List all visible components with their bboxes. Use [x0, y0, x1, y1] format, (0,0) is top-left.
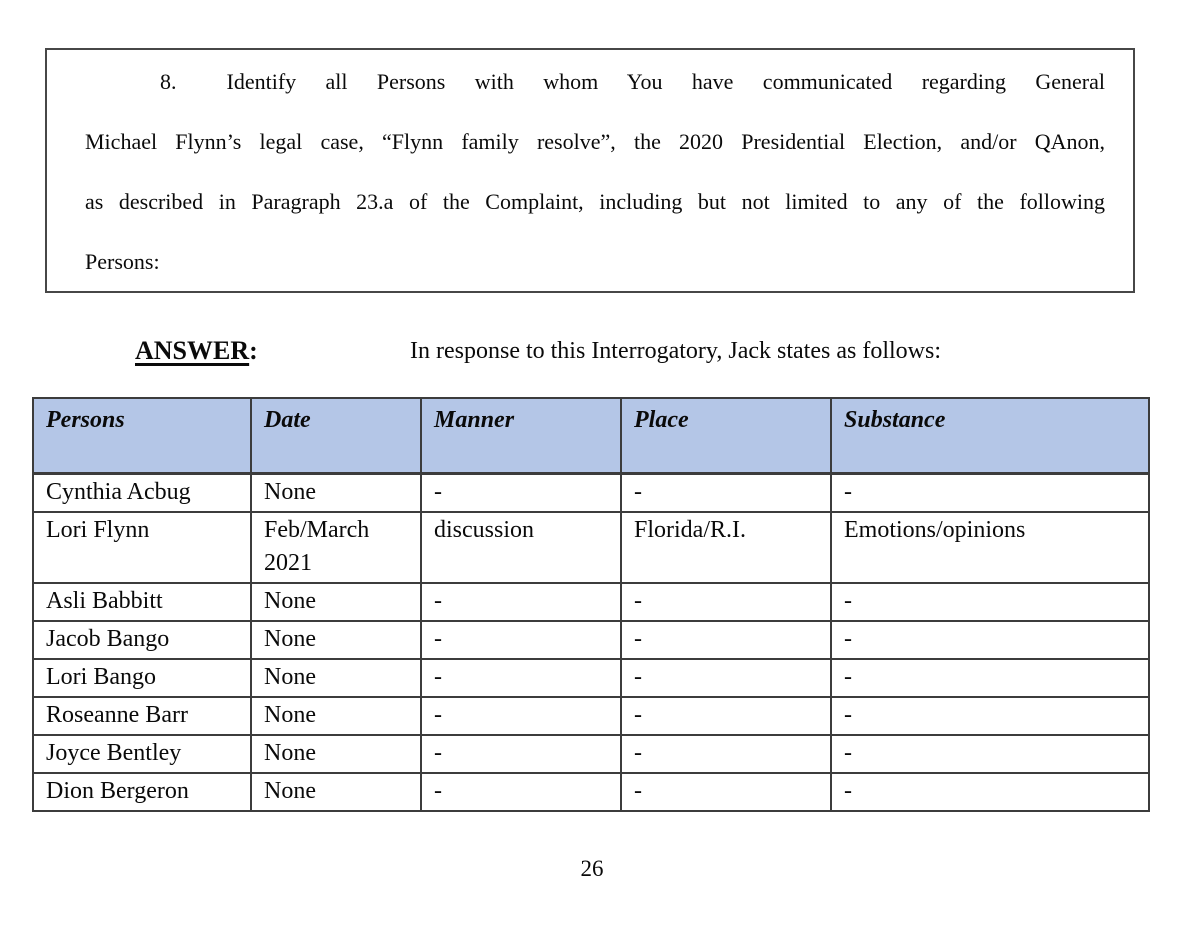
interrogatory-line-1 [85, 52, 1105, 112]
table-cell: None [251, 621, 421, 659]
table-cell: - [621, 697, 831, 735]
table-row [33, 697, 1149, 735]
table-cell: - [621, 773, 831, 811]
table-row [33, 735, 1149, 773]
table-cell: - [621, 621, 831, 659]
table-cell: Dion Bergeron [33, 773, 251, 811]
table-cell: - [421, 735, 621, 773]
table-cell: - [831, 659, 1149, 697]
table-header-row [33, 398, 1149, 473]
table-row [33, 583, 1149, 621]
table-cell: Cynthia Acbug [33, 473, 251, 512]
table-cell: None [251, 473, 421, 512]
table-row [33, 621, 1149, 659]
page-number: 26 [580, 856, 604, 881]
answer-row [0, 330, 1200, 372]
table-cell: - [831, 735, 1149, 773]
table-cell: - [421, 773, 621, 811]
table-cell: Joyce Bentley [33, 735, 251, 773]
table-cell: - [831, 773, 1149, 811]
interrogatory-box [45, 48, 1135, 293]
table-row [33, 473, 1149, 512]
table-cell: - [421, 473, 621, 512]
interrogatory-number: 8. [160, 69, 177, 94]
table-cell: Jacob Bango [33, 621, 251, 659]
table-cell: - [421, 621, 621, 659]
table-header [33, 398, 1149, 473]
table-cell: None [251, 773, 421, 811]
interrogatory-line-3: as described in Paragraph 23.a of the Complaint, including but not limited to any of the following [85, 189, 1105, 214]
table-cell: - [831, 583, 1149, 621]
table-cell: - [421, 583, 621, 621]
answer-label [135, 330, 258, 372]
table-cell: - [831, 473, 1149, 512]
communications-table [32, 397, 1150, 812]
table-cell: - [421, 659, 621, 697]
column-header-date: Date [251, 398, 421, 473]
table-cell: - [831, 621, 1149, 659]
table-cell: discussion [421, 512, 621, 583]
table-cell: Emotions/opinions [831, 512, 1149, 583]
table-cell: None [251, 583, 421, 621]
interrogatory-line-2: Michael Flynn’s legal case, “Flynn family resolve”, the 2020 Presidential Election, and/or QAnon, [85, 129, 1105, 154]
table-cell: Lori Bango [33, 659, 251, 697]
table-cell: None [251, 659, 421, 697]
table-row [33, 659, 1149, 697]
table-cell: None [251, 735, 421, 773]
answer-label-colon: : [249, 336, 258, 365]
table-row [33, 512, 1149, 583]
table-row [33, 773, 1149, 811]
table-cell: Asli Babbitt [33, 583, 251, 621]
column-header-persons: Persons [33, 398, 251, 473]
table-cell: None [251, 697, 421, 735]
table-body [33, 473, 1149, 811]
table-cell: - [421, 697, 621, 735]
table-cell: - [621, 659, 831, 697]
interrogatory-line-4: Persons: [85, 249, 160, 274]
table-cell: - [621, 735, 831, 773]
answer-label-text: ANSWER [135, 336, 250, 365]
column-header-manner: Manner [421, 398, 621, 473]
table-cell: Roseanne Barr [33, 697, 251, 735]
interrogatory-line-1-text: Identify all Persons with whom You have communicated regarding General [226, 69, 1105, 94]
column-header-place: Place [621, 398, 831, 473]
column-header-substance: Substance [831, 398, 1149, 473]
table-cell: Florida/R.I. [621, 512, 831, 583]
answer-text: In response to this Interrogatory, Jack states as follows: [410, 338, 941, 364]
table-cell: - [831, 697, 1149, 735]
table-cell: Lori Flynn [33, 512, 251, 583]
table-cell: Feb/March 2021 [251, 512, 421, 583]
table-cell: - [621, 583, 831, 621]
table-cell: - [621, 473, 831, 512]
